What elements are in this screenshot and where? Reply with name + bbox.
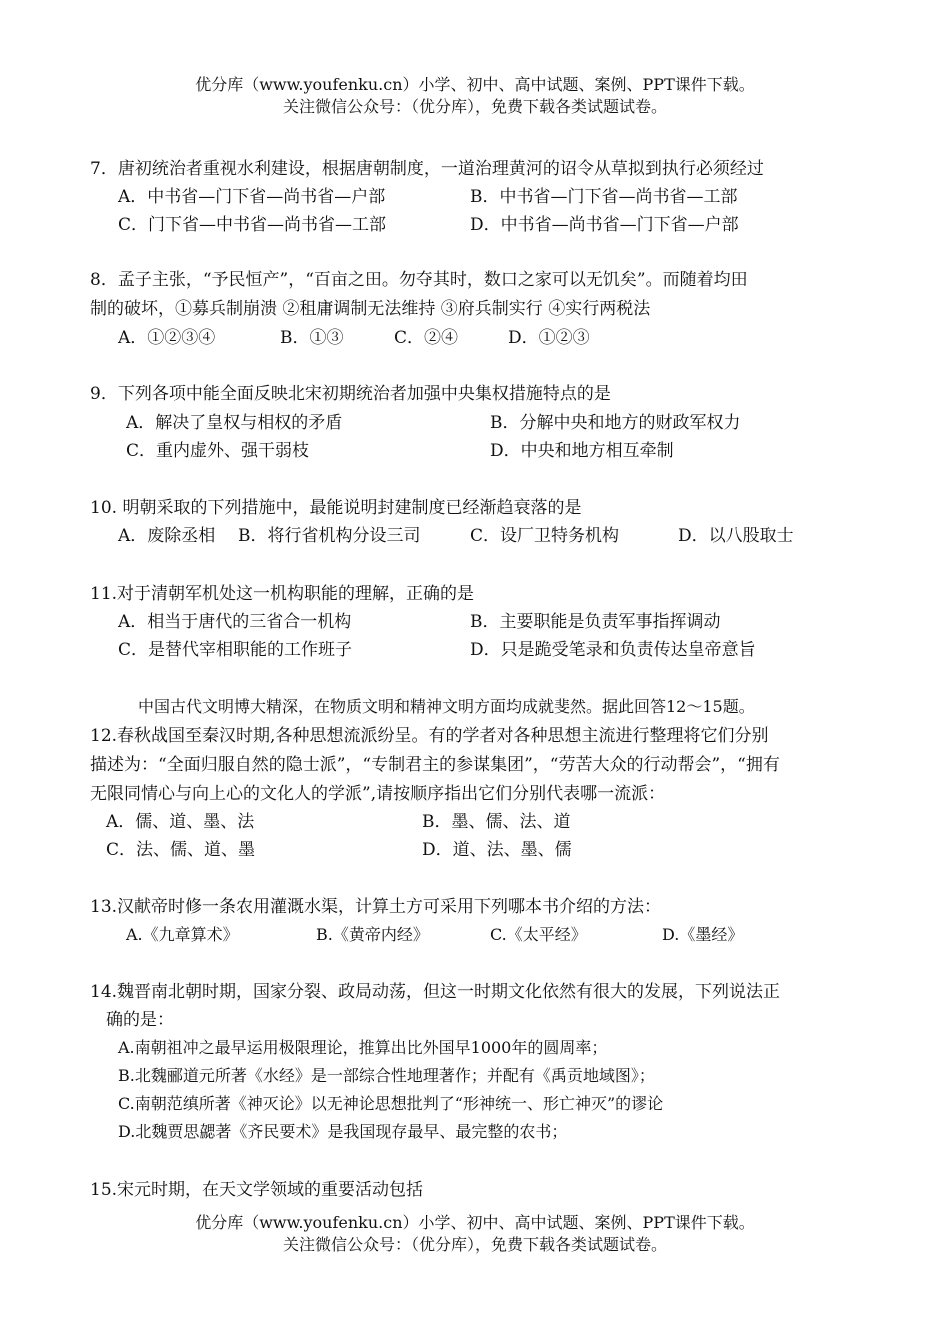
q14-stem-2: 确的是： — [106, 1010, 174, 1030]
q10-option-b: B．将行省机构分设三司 — [238, 526, 421, 546]
q11-option-a: A．相当于唐代的三省合一机构 — [118, 612, 352, 632]
q12-stem-3: 无限同情心与向上心的文化人的学派”,请按顺序指出它们分别代表哪一流派： — [90, 784, 666, 804]
q9-option-d: D．中央和地方相互牵制 — [490, 441, 674, 461]
q14-option-d: D.北魏贾思勰著《齐民要术》是我国现存最早、最完整的农书； — [118, 1122, 568, 1141]
header-line-1: 优分库（www.youfenku.cn）小学、初中、高中试题、案例、PPT课件下载。 — [195, 75, 755, 94]
q10-stem: 10. 明朝采取的下列措施中，最能说明封建制度已经渐趋衰落的是 — [90, 498, 582, 518]
q8-option-b: B．①③ — [280, 328, 344, 348]
q15-stem: 15.宋元时期，在天文学领域的重要活动包括 — [90, 1180, 424, 1200]
q12-stem-2: 描述为：“全面归服自然的隐士派”，“专制君主的参谋集团”，“劳苦大众的行动帮会”，“拥有 — [90, 755, 780, 775]
header-line-2: 关注微信公众号：（优分库），免费下载各类试题试卷。 — [282, 97, 667, 116]
q7-stem: 7．唐初统治者重视水利建设，根据唐朝制度，一道治理黄河的诏令从草拟到执行必须经过 — [90, 159, 764, 179]
q13-option-c: C.《太平经》 — [490, 925, 587, 944]
q12-option-a: A．儒、道、墨、法 — [106, 812, 255, 832]
q8-option-c: C．②④ — [394, 328, 459, 348]
q11-option-b: B．主要职能是负责军事指挥调动 — [470, 612, 721, 632]
section-intro: 中国古代文明博大精深，在物质文明和精神文明方面均成就斐然。据此回答12～15题。 — [138, 697, 755, 716]
q10-option-d: D．以八股取士 — [678, 526, 794, 546]
q11-option-c: C．是替代宰相职能的工作班子 — [118, 640, 353, 660]
q9-stem: 9．下列各项中能全面反映北宋初期统治者加强中央集权措施特点的是 — [90, 384, 611, 404]
q8-stem-2: 制的破坏，①募兵制崩溃 ②租庸调制无法维持 ③府兵制实行 ④实行两税法 — [90, 299, 651, 319]
q9-option-b: B．分解中央和地方的财政军权力 — [490, 413, 741, 433]
q9-option-a: A．解决了皇权与相权的矛盾 — [126, 413, 343, 433]
footer-line-1: 优分库（www.youfenku.cn）小学、初中、高中试题、案例、PPT课件下载。 — [195, 1213, 755, 1232]
q10-option-a: A．废除丞相 — [118, 526, 216, 546]
q13-option-d: D.《墨经》 — [662, 925, 744, 944]
footer-line-2: 关注微信公众号：（优分库），免费下载各类试题试卷。 — [282, 1235, 667, 1254]
q12-option-c: C．法、儒、道、墨 — [106, 840, 256, 860]
q7-option-c: C．门下省—中书省—尚书省—工部 — [118, 215, 387, 235]
q7-option-a: A．中书省—门下省—尚书省—户部 — [118, 187, 386, 207]
q13-stem: 13.汉献帝时修一条农用灌溉水渠，计算土方可采用下列哪本书介绍的方法： — [90, 897, 662, 917]
q7-option-d: D．中书省—尚书省—门下省—户部 — [470, 215, 739, 235]
q12-option-d: D．道、法、墨、儒 — [422, 840, 572, 860]
q14-option-c: C.南朝范缜所著《神灭论》以无神论思想批判了“形神统一、形亡神灭”的谬论 — [118, 1094, 664, 1113]
q13-option-a: A.《九章算术》 — [126, 925, 239, 944]
q12-option-b: B．墨、儒、法、道 — [422, 812, 571, 832]
q13-option-b: B.《黄帝内经》 — [316, 925, 429, 944]
q14-option-a: A.南朝祖冲之最早运用极限理论，推算出比外国早1000年的圆周率； — [118, 1038, 608, 1057]
q8-stem-1: 8．孟子主张，“予民恒产”，“百亩之田。勿夺其时，数口之家可以无饥矣”。而随着均田 — [90, 270, 748, 290]
q7-option-b: B．中书省—门下省—尚书省—工部 — [470, 187, 738, 207]
q12-stem-1: 12.春秋战国至秦汉时期,各种思想流派纷呈。有的学者对各种思想主流进行整理将它们分别 — [90, 726, 769, 746]
q8-option-a: A．①②③④ — [118, 328, 216, 348]
q11-option-d: D．只是跪受笔录和负责传达皇帝意旨 — [470, 640, 756, 660]
q11-stem: 11.对于清朝军机处这一机构职能的理解，正确的是 — [90, 584, 475, 604]
q14-stem-1: 14.魏晋南北朝时期，国家分裂、政局动荡，但这一时期文化依然有很大的发展，下列说法正 — [90, 982, 781, 1002]
q10-option-c: C．设厂卫特务机构 — [470, 526, 620, 546]
q8-option-d: D．①②③ — [508, 328, 590, 348]
q9-option-c: C．重内虚外、强干弱枝 — [126, 441, 310, 461]
q14-option-b: B.北魏郦道元所著《水经》是一部综合性地理著作；并配有《禹贡地域图》； — [118, 1066, 655, 1085]
